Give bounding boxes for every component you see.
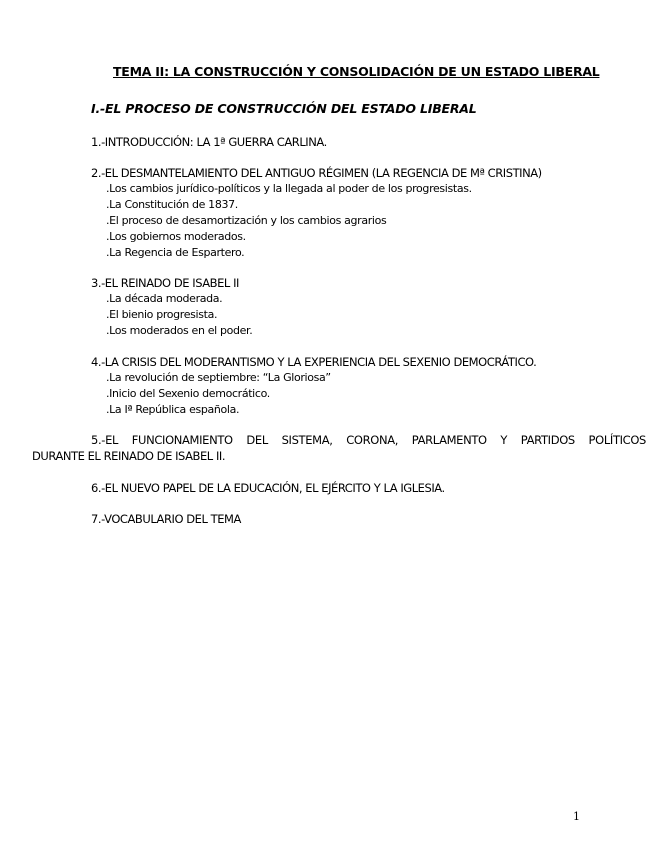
page-number: 1 (573, 810, 580, 823)
section-heading: I.-EL PROCESO DE CONSTRUCCIÓN DEL ESTADO LIBERAL (91, 101, 477, 116)
item-3-heading: 3.-EL REINADO DE ISABEL II (91, 276, 239, 290)
item-6-heading: 6.-EL NUEVO PAPEL DE LA EDUCACIÓN, EL EJÉRCITO Y LA IGLESIA. (91, 481, 445, 495)
item-3-subitem-1: .La década moderada. (106, 292, 223, 305)
item-4-subitem-1: .La revolución de septiembre: “La Gloriosa” (106, 371, 331, 384)
item-3-subitem-3: .Los moderados en el poder. (106, 324, 253, 337)
item-2-subitem-5: .La Regencia de Espartero. (106, 246, 245, 259)
item-5-heading-line-2: DURANTE EL REINADO DE ISABEL II. (32, 449, 226, 463)
item-5-heading-line-1: 5.-EL FUNCIONAMIENTO DEL SISTEMA, CORONA, PARLAMENTO Y PARTIDOS POLÍTICOS (91, 433, 646, 447)
item-4-subitem-2: .Inicio del Sexenio democrático. (106, 387, 270, 400)
item-3-subitem-2: .El bienio progresista. (106, 308, 218, 321)
item-1-heading: 1.-INTRODUCCIÓN: LA 1ª GUERRA CARLINA. (91, 135, 327, 149)
item-2-subitem-2: .La Constitución de 1837. (106, 198, 238, 211)
item-4-heading: 4.-LA CRISIS DEL MODERANTISMO Y LA EXPERIENCIA DEL SEXENIO DEMOCRÁTICO. (91, 355, 537, 369)
item-7-heading: 7.-VOCABULARIO DEL TEMA (91, 512, 241, 526)
item-4-subitem-3: .La Iª República española. (106, 403, 240, 416)
item-2-heading: 2.-EL DESMANTELAMIENTO DEL ANTIGUO RÉGIMEN (LA REGENCIA DE Mª CRISTINA) (91, 166, 542, 180)
item-2-subitem-1: .Los cambios jurídico-políticos y la llegada al poder de los progresistas. (106, 182, 472, 195)
document-title: TEMA II: LA CONSTRUCCIÓN Y CONSOLIDACIÓN DE UN ESTADO LIBERAL (113, 64, 600, 79)
item-2-subitem-4: .Los gobiernos moderados. (106, 230, 246, 243)
item-2-subitem-3: .El proceso de desamortización y los cambios agrarios (106, 214, 387, 227)
